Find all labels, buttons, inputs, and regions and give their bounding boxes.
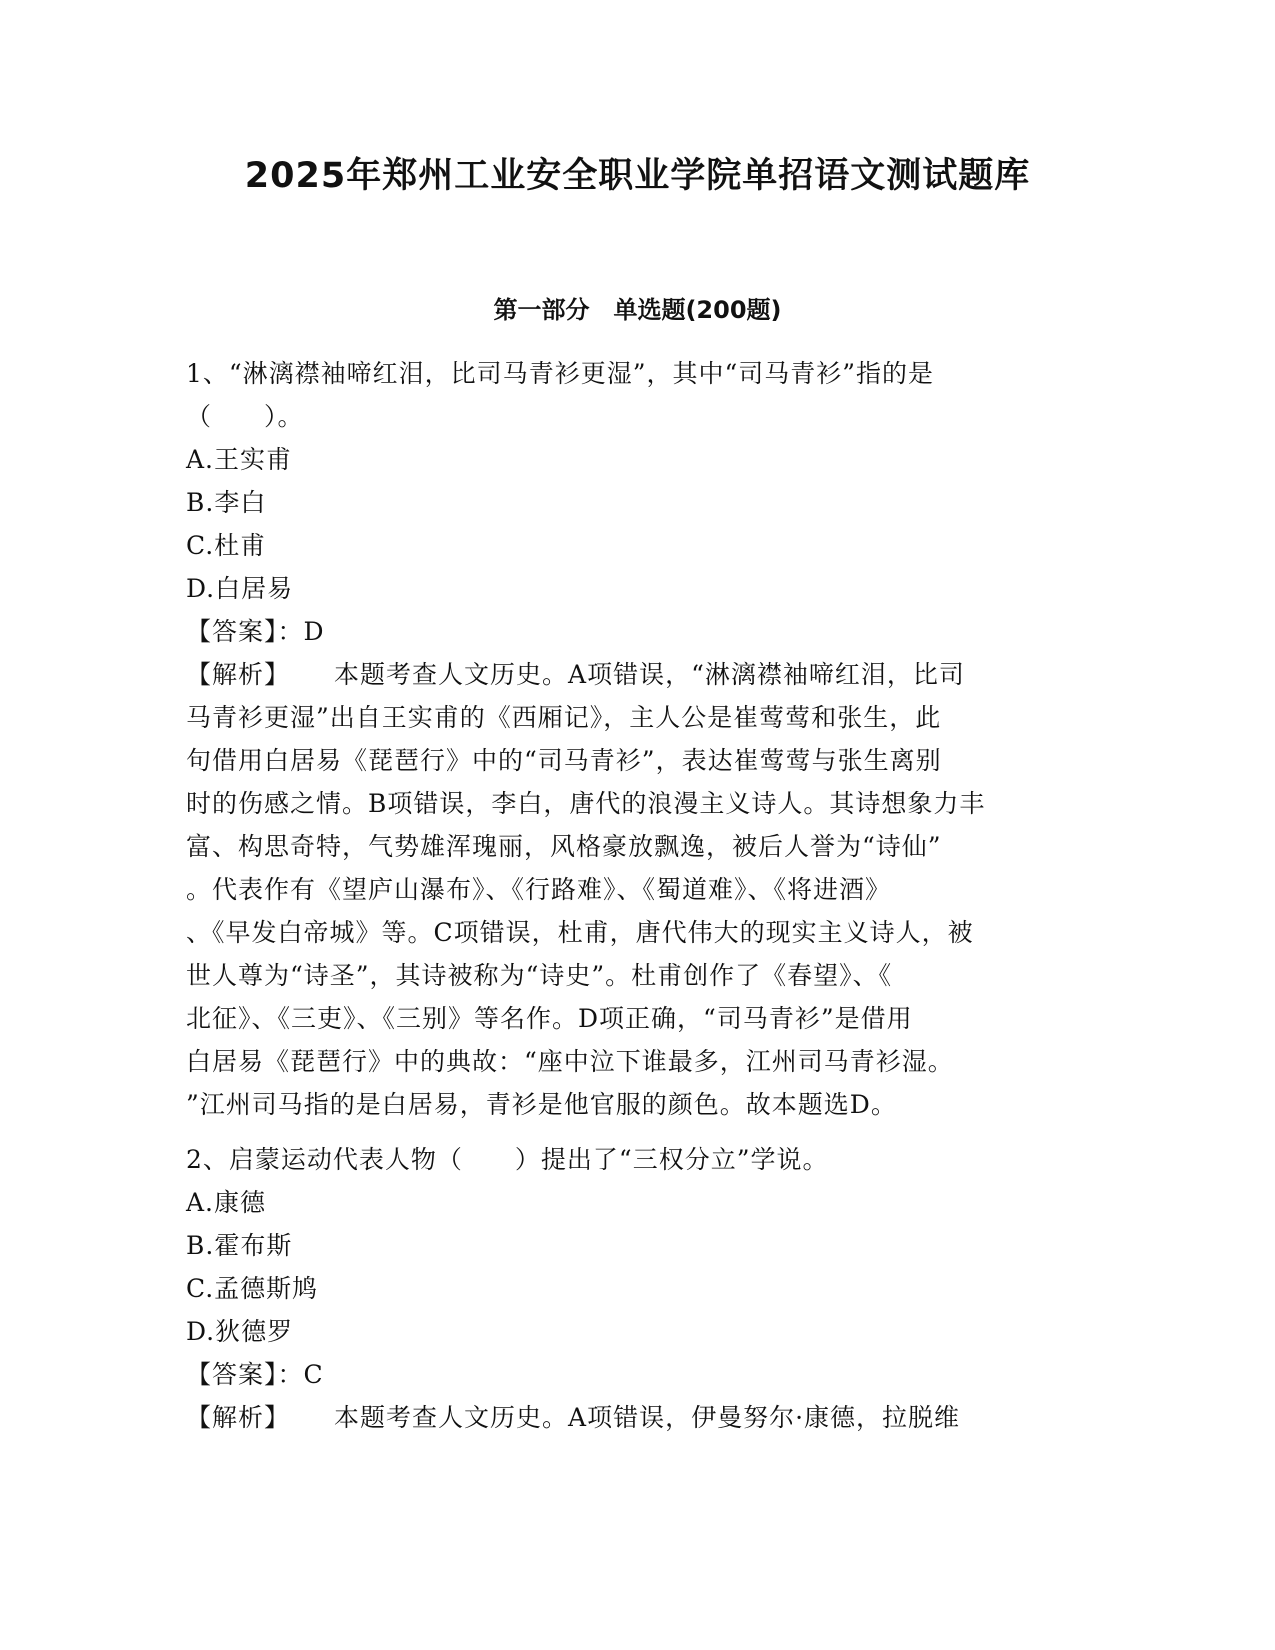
option-a: A.康德 bbox=[186, 1188, 267, 1217]
analysis-line: 北征》、《三吏》、《三别》等名作。D项正确，“司马青衫”是借用 bbox=[186, 1004, 913, 1033]
question-stem-line: 2、启蒙运动代表人物（ ）提出了“三权分立”学说。 bbox=[186, 1145, 829, 1174]
option-d: D.狄德罗 bbox=[186, 1317, 294, 1346]
analysis-line: 时的伤感之情。B项错误，李白，唐代的浪漫主义诗人。其诗想象力丰 bbox=[186, 789, 986, 818]
answer-value: ：C bbox=[277, 1360, 324, 1389]
analysis-line: 世人尊为“诗圣”，其诗被称为“诗史”。杜甫创作了《春望》、《 bbox=[186, 961, 893, 990]
question-stem-line: 1、“淋漓襟袖啼红泪，比司马青衫更湿”，其中“司马青衫”指的是 bbox=[186, 359, 935, 388]
analysis-line: 、《早发白帝城》等。C项错误，杜甫，唐代伟大的现实主义诗人，被 bbox=[186, 918, 974, 947]
analysis-line: ”江州司马指的是白居易，青衫是他官服的颜色。故本题选D。 bbox=[186, 1090, 897, 1119]
analysis-text: 本题考查人文历史。A项错误，伊曼努尔·康德，拉脱维 bbox=[334, 1403, 961, 1432]
analysis-line: 富、构思奇特，气势雄浑瑰丽，风格豪放飘逸，被后人誉为“诗仙” bbox=[186, 832, 942, 861]
analysis-label: 【解析】 bbox=[186, 1403, 291, 1432]
answer-label: 【答案】 bbox=[186, 1360, 278, 1389]
analysis-label: 【解析】 bbox=[186, 660, 291, 689]
answer-line bbox=[186, 1353, 1086, 1396]
question-1 bbox=[186, 352, 1086, 1126]
question-list bbox=[186, 352, 1086, 1439]
question-stem-line: （ ）。 bbox=[186, 402, 304, 431]
analysis-line: 马青衫更湿”出自王实甫的《西厢记》，主人公是崔莺莺和张生，此 bbox=[186, 703, 942, 732]
answer-value: ：D bbox=[277, 617, 325, 646]
analysis-line: 。代表作有《望庐山瀑布》、《行路难》、《蜀道难》、《将进酒》 bbox=[186, 875, 892, 904]
analysis-line: 白居易《琵琶行》中的典故：“座中泣下谁最多，江州司马青衫湿。 bbox=[186, 1047, 954, 1076]
option-b: B.霍布斯 bbox=[186, 1231, 293, 1260]
option-c: C.孟德斯鸠 bbox=[186, 1274, 319, 1303]
analysis-line bbox=[186, 1396, 1086, 1439]
question-2 bbox=[186, 1138, 1086, 1439]
option-a: A.王实甫 bbox=[186, 445, 293, 474]
answer-label: 【答案】 bbox=[186, 617, 278, 646]
section-title: 第一部分 单选题(200题) bbox=[493, 296, 782, 324]
analysis-text: 本题考查人文历史。A项错误，“淋漓襟袖啼红泪，比司 bbox=[334, 660, 965, 689]
option-d: D.白居易 bbox=[186, 574, 294, 603]
document-title: 2025年郑州工业安全职业学院单招语文测试题库 bbox=[244, 156, 1031, 196]
analysis-line: 句借用白居易《琵琶行》中的“司马青衫”，表达崔莺莺与张生离别 bbox=[186, 746, 942, 775]
option-b: B.李白 bbox=[186, 488, 267, 517]
answer-line bbox=[186, 610, 1086, 653]
analysis-line bbox=[186, 653, 1086, 696]
option-c: C.杜甫 bbox=[186, 531, 267, 560]
